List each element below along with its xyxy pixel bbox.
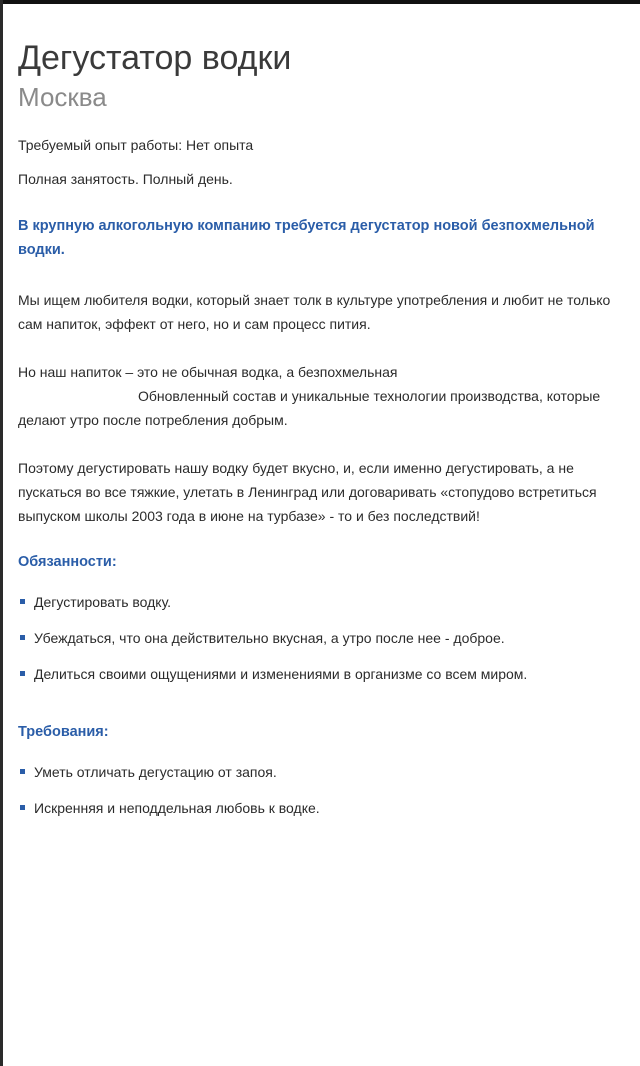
vacancy-content	[18, 24, 624, 856]
list-item: Делиться своими ощущениями и изменениями в организме со всем миром.	[18, 662, 624, 686]
lead-text: В крупную алкогольную компанию требуется дегустатор новой безпохмельной водки.	[18, 218, 595, 258]
employment-text: Полная занятость. Полный день.	[18, 171, 233, 187]
description-paragraph-2	[18, 360, 624, 432]
experience-text: Требуемый опыт работы: Нет опыта	[18, 137, 254, 153]
description-paragraph-3: Поэтому дегустировать нашу водку будет вкусно, и, если именно дегустировать, а не пускаться во все тяжкие, улетать в Ленинград или договаривать «стопудово встретиться выпуском школы 2003 года в июне на турбазе» - то и без последствий!	[18, 460, 597, 524]
vacancy-city: Москва	[18, 82, 107, 112]
top-edge	[0, 0, 640, 4]
list-item: Убеждаться, что она действительно вкусная, а утро после нее - доброе.	[18, 626, 624, 650]
list-item: Дегустировать водку.	[18, 590, 624, 614]
vacancy-title: Дегустатор водки	[18, 39, 292, 77]
description-paragraph-2-start: Но наш напиток – это не обычная водка, а безпохмельная	[18, 364, 398, 380]
duties-heading: Обязанности:	[18, 554, 117, 570]
left-edge	[0, 0, 3, 1066]
list-item: Уметь отличать дегустацию от запоя.	[18, 760, 624, 784]
description-paragraph-1: Мы ищем любителя водки, который знает толк в культуре употребления и любит не только сам напиток, эффект от него, но и сам процесс пития.	[18, 292, 611, 332]
list-item: Искренняя и неподдельная любовь к водке.	[18, 796, 624, 820]
description-paragraph-2-end: Обновленный состав и уникальные технологии производства, которые делают утро после потребления добрым.	[18, 388, 601, 428]
requirements-heading: Требования:	[18, 724, 109, 740]
duties-list	[18, 590, 624, 686]
requirements-list	[18, 760, 624, 820]
